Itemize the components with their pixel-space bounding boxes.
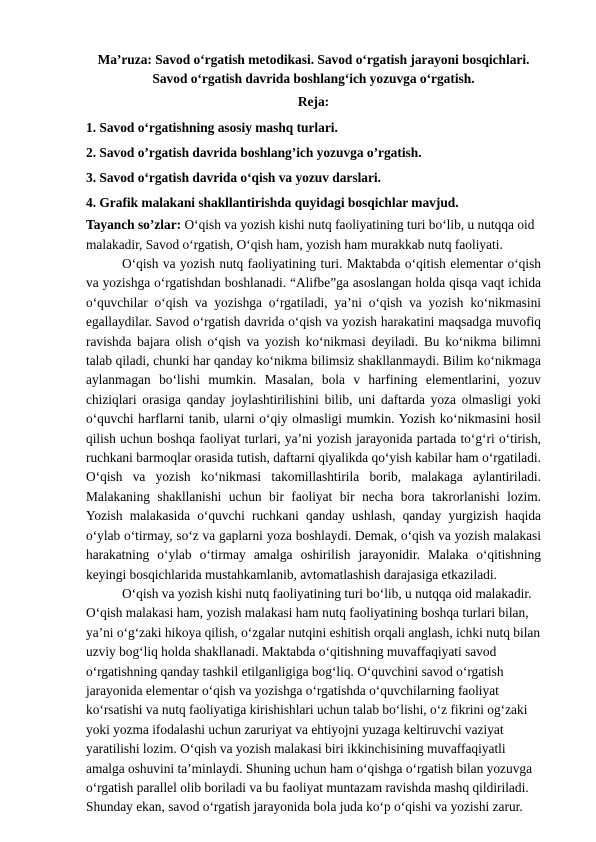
keywords-label: Tayanch so’zlar: (86, 217, 182, 232)
body-paragraph-1: O‘qish va yozish nutq faoliyatining turi. Maktabda o‘qitish elementar o‘qish va yozishga o‘rgatishdan boshlanadi. “Alifbe”ga asoslangan holda qisqa vaqt ichida o‘quvchilar o‘qish va yozishga o‘rgatiladi, ya’ni o‘qish va yozish ko‘nikmasini egallaydilar. Savod o‘rgatish davrida o‘qish va yozish harakatini maqsadga muvofiq ravishda bajara olish o‘qish va yozish ko‘nikmasi deyiladi. Bu ko‘nikma bilimni talab qiladi, chunki har qanday ko‘nikma bilimsiz shakllanmaydi. Bilim ko‘nikmaga aylanmagan bo‘lishi mumkin. Masalan, bola v harfining elementlarini, yozuv chiziqlari orasiga qanday joylashtirilishini bilib, uni daftarda yoza olmasligi yoki o‘quvchi harflarni tanib, ularni o‘qiy olmasligi mumkin. Yozish ko‘nikmasini hosil qilish uchun boshqa faoliyat turlari, ya’ni yozish jarayonida partada to‘g‘ri o‘tirish, ruchkani barmoqlar orasida tutish, daftarni qiyalikda qo‘yish kabilar ham o‘rgatiladi. O‘qish va yozish ko‘nikmasi takomillashtirila borib, malakaga aylantiriladi. Malakaning shakllanishi uchun bir faoliyat bir necha bora takrorlanishi lozim. Yozish malakasida o‘quvchi ruchkani qanday ushlash, qanday yurgizish haqida o‘ylab o‘tirmay, so‘z va gaplarni yoza boshlaydi. Demak, o‘qish va yozish malakasi harakatning o‘ylab o‘tirmay amalga oshirilish jarayonidir. Malaka o‘qitishning keyingi bosqichlarida mustahkamlanib, avtomatlashish darajasiga etkaziladi. (86, 256, 541, 582)
keywords-text: O‘qish va yozish kishi nutq faoliyatining turi bo‘lib, u nutqqa oid malakadir, Savod o‘rgatish, O‘qish ham, yozish ham murakkab nutq faoliyati. (86, 217, 535, 252)
lecture-title (86, 50, 541, 88)
lecture-title-line-2: Savod o‘rgatish davrida boshlang‘ich yozuvga o‘rgatish. (152, 71, 475, 86)
plan-item-4: 4. Grafik malakani shakllantirishda quyidagi bosqichlar mavjud. (86, 195, 459, 210)
plan-item-2: 2. Savod o’rgatish davrida boshlang’ich yozuvga o’rgatish. (86, 145, 422, 160)
lecture-title-line-1: Ma’ruza: Savod o‘rgatish metodikasi. Savod o‘rgatish jarayoni bosqichlari. (97, 52, 530, 67)
plan-item-3: 3. Savod o‘rgatish davrida o‘qish va yozuv darslari. (86, 170, 381, 185)
plan-item-1: 1. Savod o‘rgatishning asosiy mashq turlari. (86, 120, 338, 135)
plan-list (86, 115, 541, 215)
body-paragraph-2: O‘qish va yozish kishi nutq faoliyatining turi bo‘lib, u nutqqa oid malakadir. O‘qish malakasi ham, yozish malakasi ham nutq faoliyatining boshqa turlari bilan, ya’ni o‘g‘zaki hikoya qilish, o‘zgalar nutqini eshitish orqali anglash, ichki nutq bilan uzviy bog‘liq holda shakllanadi. Maktabda o‘qitishning muvaffaqiyati savod o‘rgatishning qanday tashkil etilganligiga bog‘liq. O‘quvchini savod o‘rgatish jarayonida elementar o‘qish va yozishga o‘rgatishda o‘quvchilarning faoliyat ko‘rsatishi va nutq faoliyatiga kirishishlari uchun talab bo‘lishi, o‘z fikrini og‘zaki yoki yozma ifodalashi uchun zaruriyat va ehtiyojni yuzaga keltiruvchi vaziyat yaratilishi lozim. O‘qish va yozish malakasi biri ikkinchisining muvaffaqiyatli amalga oshuvini ta’minlaydi. Shuning uchun ham o‘qishga o‘rgatish bilan yozuvga o‘rgatish parallel olib boriladi va bu faoliyat muntazam ravishda mashq qildiriladi. Shunday ekan, savod o‘rgatish jarayonida bola juda ko‘p o‘qishi va yozishi zarur. (86, 585, 541, 815)
keywords-paragraph (86, 215, 541, 254)
plan-heading: Reja: (297, 94, 330, 109)
